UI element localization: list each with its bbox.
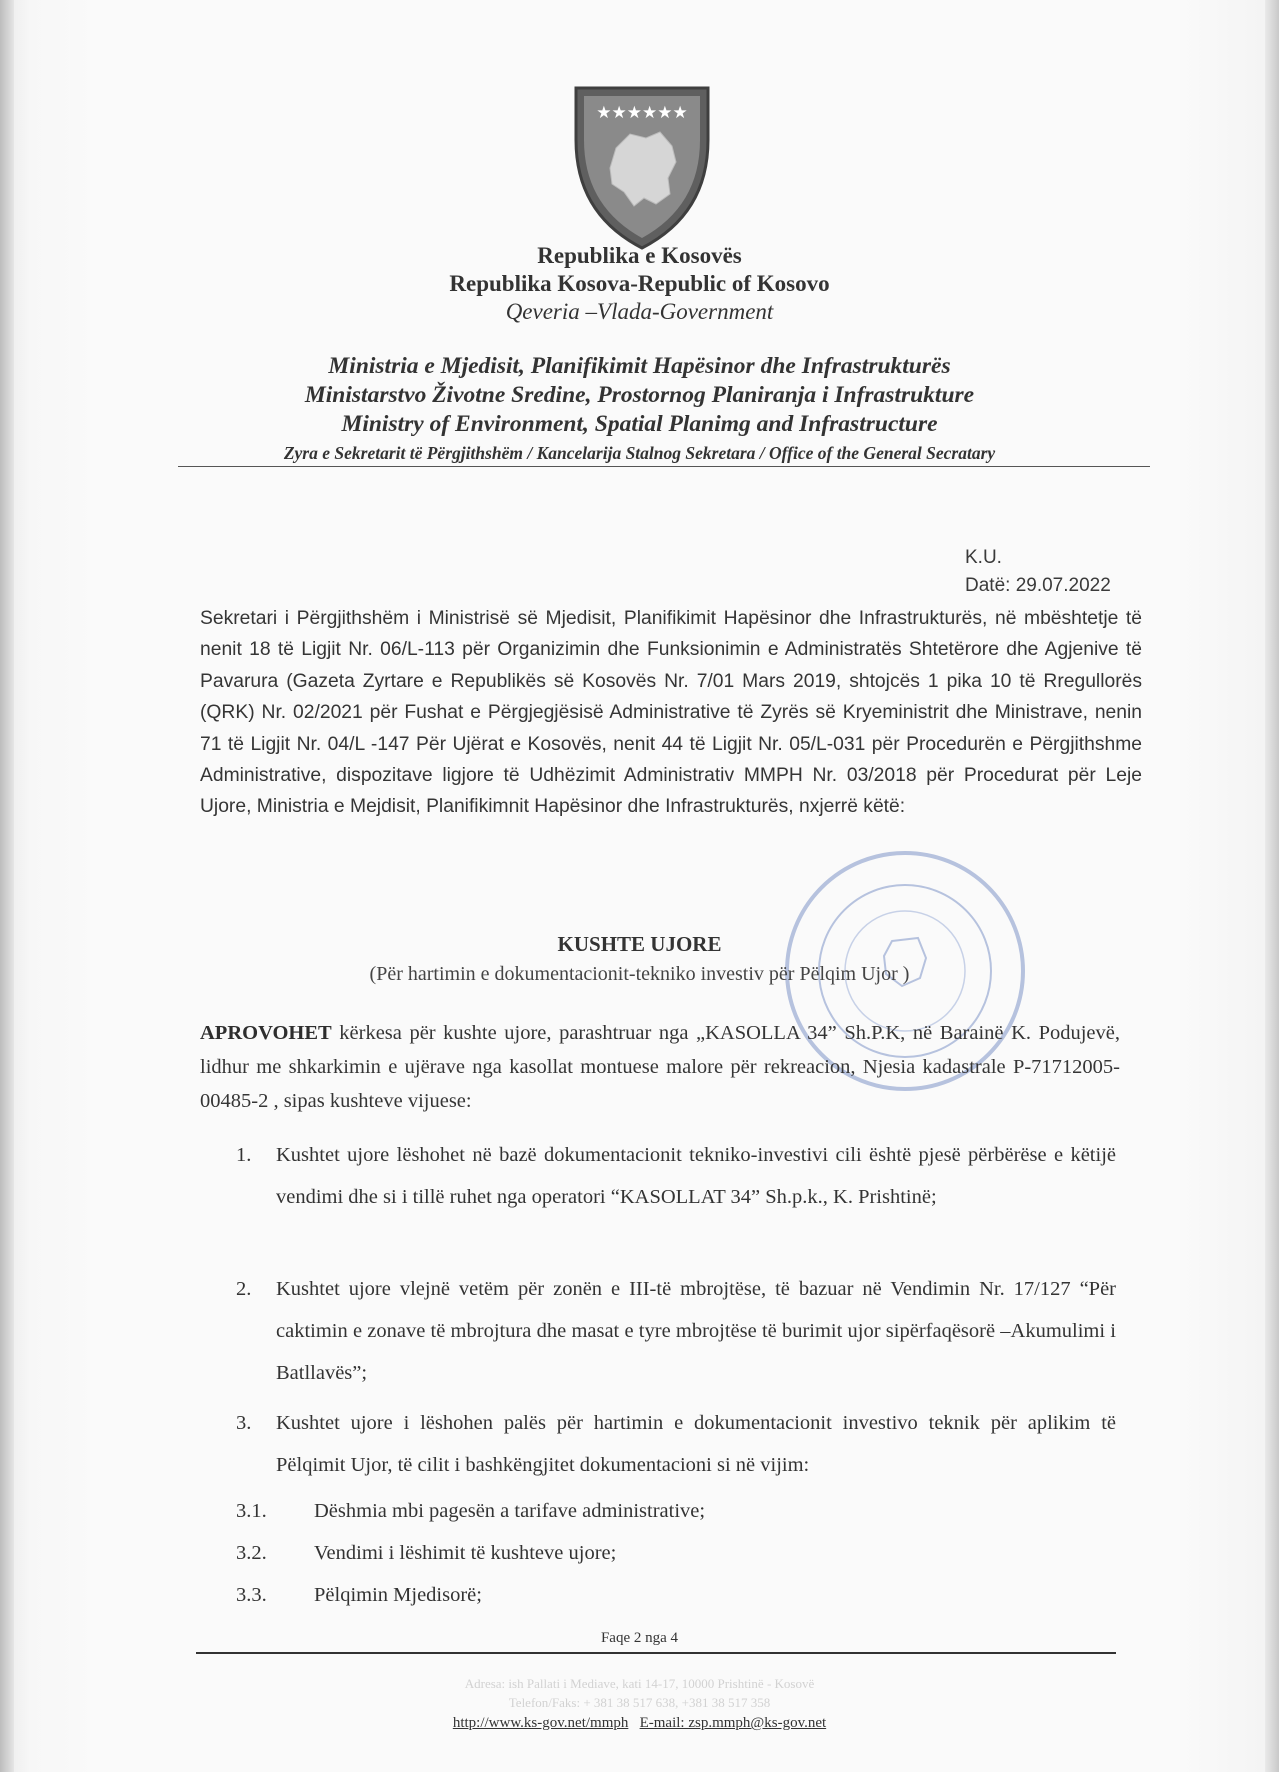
svg-text:★★★★★★: ★★★★★★ [596, 103, 688, 123]
approval-paragraph [200, 1016, 1120, 1118]
footer-divider [196, 1652, 1116, 1654]
decision-title: KUSHTE UJORE [557, 932, 722, 956]
list-item-text: Vendimi i lëshimit të kushteve ujore; [314, 1542, 617, 1564]
approval-lead: APROVOHET [200, 1022, 332, 1044]
decision-subtitle: (Për hartimin e dokumentacionit-tekniko investiv për Pëlqim Ujor ) [369, 963, 910, 985]
list-item-text: Kushtet ujore i lëshohen palës për hartimin e dokumentacionit investivo teknik për aplikim të Pëlqimit Ujor, të cilit i bashkëngjitet dokumentacioni si në vijim: [276, 1412, 1116, 1476]
list-item-number: 3.2. [236, 1542, 267, 1564]
header-government: Qeveria –Vlada-Government [505, 299, 774, 324]
footer-address: Adresa: ish Pallati i Mediave, kati 14-17, 10000 Prishtinë - Kosovë [464, 1676, 815, 1691]
kosovo-coat-of-arms-icon [572, 82, 712, 252]
page-number: Faqe 2 nga 4 [600, 1630, 679, 1646]
footer-website-link[interactable]: http://www.ks-gov.net/mmph [452, 1715, 629, 1731]
header-ministry-en: Ministry of Environment, Spatial Planimg and Infrastructure [341, 411, 938, 437]
footer-contact [0, 1715, 1279, 1732]
list-item-number: 3.3. [236, 1584, 267, 1606]
preamble-paragraph: Sekretari i Përgjithshëm i Ministrisë së Mjedisit, Planifikimit Hapësinor dhe Infrastrukturës, në mbështetje të nenit 18 të Ligjit Nr. 06/L-113 për Organizimin dhe Funksionimin e Administratës Shtetërore dhe Agjenive të Pavarura (Gazeta Zyrtare e Republikës së Kosovës Nr. 7/01 Mars 2019, shtojcës 1 pika 10 të Rregullorës (QRK) Nr. 02/2021 për Fushat e Përgjegjësisë Administrative të Zyrës së Kryeministrit dhe Ministrave, nenin 71 të Ligjit Nr. 04/L -147 Për Ujërat e Kosovës, nenit 44 të Ligjit Nr. 05/L-031 për Procedurën e Përgjithshme Administrative, dispozitave ligjore të Udhëzimit Administrativ MMPH Nr. 03/2018 për Procedurat për Leje Ujore, Ministria e Mejdisit, Planifikimnit Hapësinor dhe Infrastrukturës, nxjerrë këtë: [200, 608, 1142, 818]
list-item-text: Pëlqimin Mjedisorë; [314, 1584, 482, 1606]
list-item-number: 2. [236, 1278, 252, 1300]
footer-email[interactable]: E-mail: zsp.mmph@ks-gov.net [639, 1715, 827, 1731]
list-item-number: 1. [236, 1144, 252, 1166]
header-ministry-sq: Ministria e Mjedisit, Planifikimit Hapësinor dhe Infrastrukturës [328, 353, 951, 379]
header-divider [178, 466, 1150, 467]
approval-text: kërkesa për kushte ujore, parashtruar nga „KASOLLA 34” Sh.P.K, në Barainë K. Podujevë, lidhur me shkarkimin e ujërave nga kasollat montuese malore për rekreacion, Njesia kadastrale P-71712005-00485-2 , sipas kushteve vijuese: [200, 1022, 1120, 1112]
document-reference: K.U. [965, 547, 1002, 568]
document-date: Datë: 29.07.2022 [965, 575, 1111, 596]
header-country-sq: Republika e Kosovës [537, 243, 742, 268]
list-item-text: Dëshmia mbi pagesën a tarifave administrative; [314, 1500, 706, 1522]
list-item-text: Kushtet ujore vlejnë vetëm për zonën e III-të mbrojtëse, të bazuar në Vendimin Nr. 17/127 “Për caktimin e zonave të mbrojtura dhe masat e tyre mbrojtëse të burimit ujor sipërfaqësorë –Akumulimi i Batllavës”; [276, 1278, 1116, 1384]
list-item-number: 3. [236, 1412, 252, 1434]
header-office: Zyra e Sekretarit të Përgjithshëm / Kancelarija Stalnog Sekretara / Office of the General Secratary [283, 443, 996, 463]
footer-phone: Telefon/Faks: + 381 38 517 638, +381 38 517 358 [508, 1695, 771, 1710]
header-ministry-sr: Ministarstvo Životne Sredine, Prostornog Planiranja i Infrastrukture [304, 382, 975, 408]
list-item-number: 3.1. [236, 1500, 267, 1522]
list-item-text: Kushtet ujore lëshohet në bazë dokumentacionit tekniko-investivi cili është pjesë përbërëse e këtijë vendimi dhe si i tillë ruhet nga operatori “KASOLLAT 34” Sh.p.k., K. Prishtinë; [276, 1144, 1116, 1208]
header-country-multilingual: Republika Kosova-Republic of Kosovo [449, 271, 830, 296]
